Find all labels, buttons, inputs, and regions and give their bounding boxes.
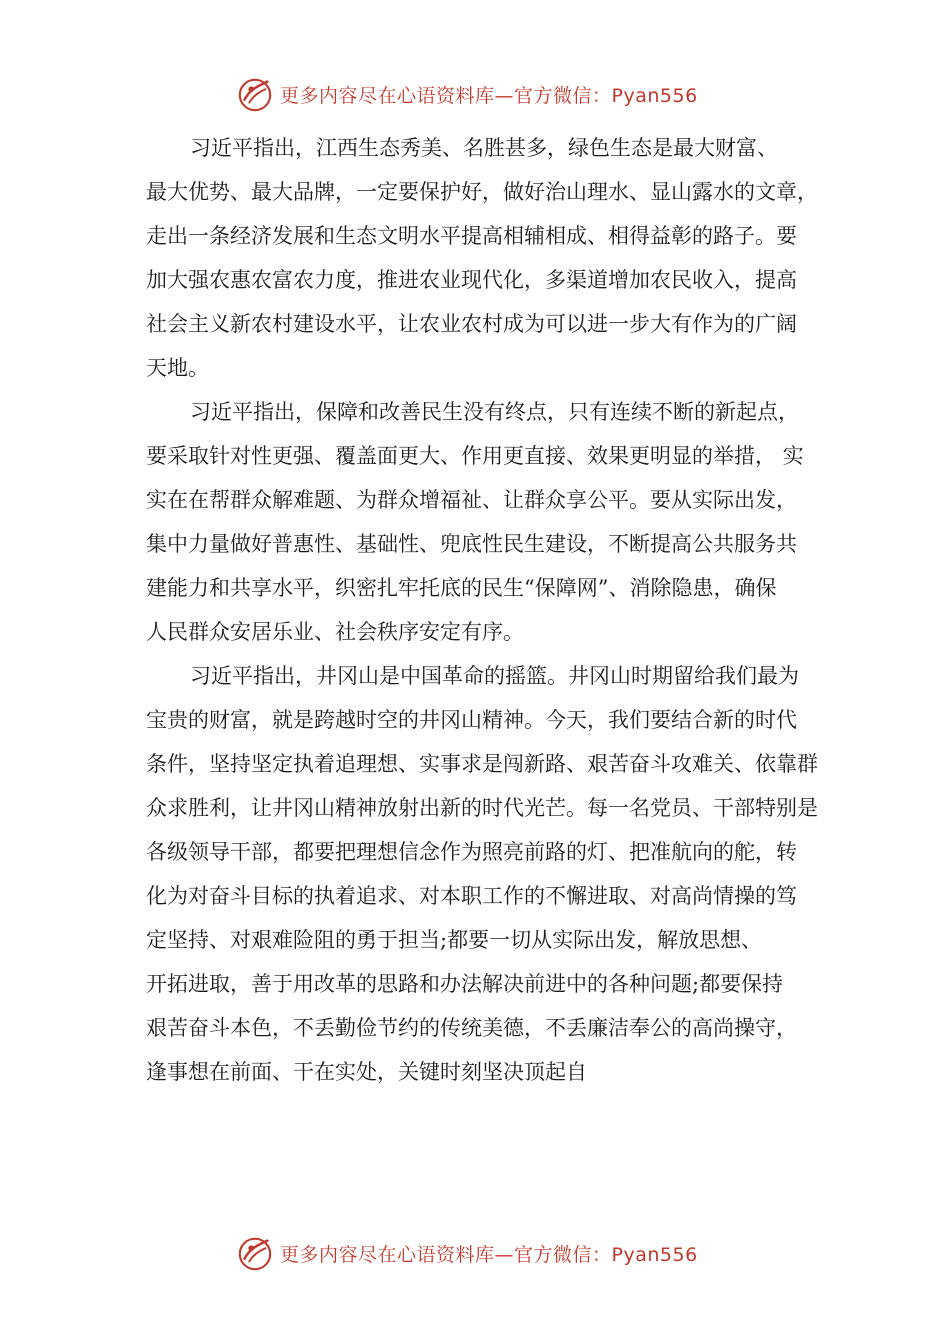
text-line: 习近平指出，保障和改善民生没有终点，只有连续不断的新起点， [190,400,799,424]
text-line: 天地。 [146,356,209,380]
text-line: 宝贵的财富，就是跨越时空的井冈山精神。今天，我们要结合新的时代 [146,708,797,732]
paragraph [146,126,836,390]
text-line: 最大优势、最大品牌，一定要保护好，做好治山理水、显山露水的文章， [146,180,818,204]
text-line: 建能力和共享水平，织密扎牢托底的民生“保障网”、消除隐患，确保 [146,576,777,600]
text-line: 艰苦奋斗本色，不丢勤俭节约的传统美德，不丢廉洁奉公的高尚操守， [146,1016,797,1040]
brand-logo-icon [236,75,274,113]
document-body [146,126,836,1094]
text-line: 习近平指出，江西生态秀美、名胜甚多，绿色生态是最大财富、 [190,136,778,160]
text-line: 条件，坚持坚定执着追理想、实事求是闯新路、艰苦奋斗攻难关、依靠群 [146,752,818,776]
paragraph [146,654,836,1094]
banner-text: 更多内容尽在心语资料库—官方微信：Pyan556 [280,1243,698,1266]
text-line: 习近平指出，井冈山是中国革命的摇篮。井冈山时期留给我们最为 [190,664,799,688]
footer-banner [236,1233,698,1273]
text-line: 实在在帮群众解难题、为群众增福祉、让群众享公平。要从实际出发， [146,488,797,512]
text-line: 人民群众安居乐业、社会秩序安定有序。 [146,620,524,644]
text-line: 逢事想在前面、干在实处，关键时刻坚决顶起自 [146,1060,587,1084]
text-line: 众求胜利，让井冈山精神放射出新的时代光芒。每一名党员、干部特别是 [146,796,818,820]
text-line: 化为对奋斗目标的执着追求、对本职工作的不懈进取、对高尚情操的笃 [146,884,797,908]
text-line: 集中力量做好普惠性、基础性、兜底性民生建设，不断提高公共服务共 [146,532,797,556]
text-line: 走出一条经济发展和生态文明水平提高相辅相成、相得益彰的路子。要 [146,224,797,248]
text-line: 要采取针对性更强、覆盖面更大、作用更直接、效果更明显的举措， 实 [146,444,804,468]
text-line: 各级领导干部，都要把理想信念作为照亮前路的灯、把准航向的舵，转 [146,840,797,864]
banner-text: 更多内容尽在心语资料库—官方微信：Pyan556 [280,84,698,107]
text-line: 定坚持、对艰难险阻的勇于担当;都要一切从实际出发，解放思想、 [146,928,763,952]
header-banner [236,74,698,114]
text-line: 加大强农惠农富农力度，推进农业现代化，多渠道增加农民收入，提高 [146,268,797,292]
text-line: 社会主义新农村建设水平，让农业农村成为可以进一步大有作为的广阔 [146,312,797,336]
text-line: 开拓进取，善于用改革的思路和办法解决前进中的各种问题;都要保持 [146,972,784,996]
paragraph [146,390,836,654]
brand-logo-icon [236,1234,274,1272]
